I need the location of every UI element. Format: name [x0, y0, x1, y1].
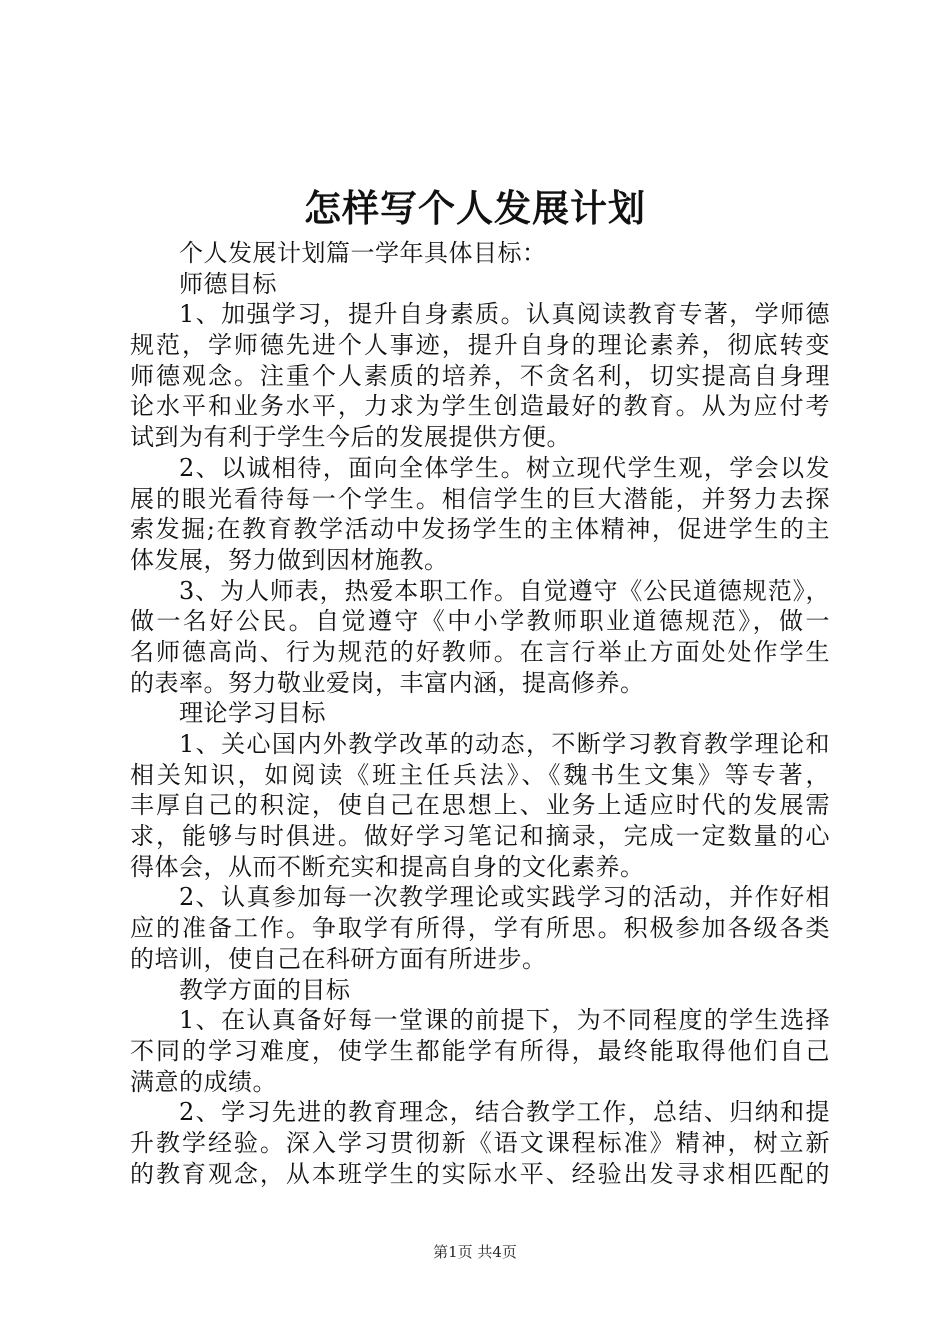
paragraph-line: 规范，学师德先进个人事迹，提升自身的理论素养，彻底转变 [130, 331, 830, 360]
paragraph-line: 升教学经验。深入学习贯彻新《语文课程标准》精神，树立新 [130, 1128, 830, 1157]
paragraph-line: 展的眼光看待每一个学生。相信学生的巨大潜能，并努力去探 [130, 484, 830, 513]
page-title: 怎样写个人发展计划 [304, 186, 646, 230]
paragraph-line: 索发掘;在教育教学活动中发扬学生的主体精神，促进学生的主 [130, 515, 830, 544]
paragraph-line: 体发展，努力做到因材施教。 [130, 545, 449, 574]
paragraph-line: 得体会，从而不断充实和提高自身的文化素养。 [130, 852, 645, 881]
paragraph-line: 2、学习先进的教育理念，结合教学工作，总结、归纳和提 [179, 1098, 830, 1127]
intro-line: 个人发展计划篇一学年具体目标： [179, 239, 547, 267]
section-heading-teaching: 教学方面的目标 [179, 975, 351, 1004]
paragraph-line: 1、在认真备好每一堂课的前提下，为不同程度的学生选择 [179, 1006, 830, 1035]
page-number-footer: 第1页 共4页 [433, 1243, 517, 1261]
paragraph-line: 2、以诚相待，面向全体学生。树立现代学生观，学会以发 [179, 453, 830, 482]
paragraph-line: 名师德高尚、行为规范的好教师。在言行举止方面处处作学生 [130, 637, 830, 666]
paragraph-line: 师德观念。注重个人素质的培养，不贪名利，切实提高自身理 [130, 361, 830, 390]
paragraph-line: 试到为有利于学生今后的发展提供方便。 [130, 423, 571, 452]
paragraph-line: 1、加强学习，提升自身素质。认真阅读教育专著，学师德 [179, 300, 830, 329]
section-heading-theory-study: 理论学习目标 [179, 699, 326, 728]
paragraph-line: 丰厚自己的积淀，使自己在思想上、业务上适应时代的发展需 [130, 791, 830, 820]
section-heading-teacher-ethics: 师德目标 [179, 269, 277, 298]
paragraph-line: 不同的学习难度，使学生都能学有所得，最终能取得他们自己 [130, 1036, 830, 1065]
paragraph-line: 相关知识，如阅读《班主任兵法》、《魏书生文集》等专著， [130, 760, 830, 789]
paragraph-line: 的表率。努力敬业爱岗，丰富内涵，提高修养。 [130, 668, 645, 697]
paragraph-line: 满意的成绩。 [130, 1067, 277, 1096]
paragraph-line: 做一名好公民。自觉遵守《中小学教师职业道德规范》，做一 [130, 607, 830, 636]
paragraph-line: 3、为人师表，热爱本职工作。自觉遵守《公民道德规范》， [179, 576, 830, 605]
paragraph-line: 求，能够与时俱进。做好学习笔记和摘录，完成一定数量的心 [130, 822, 830, 851]
paragraph-line: 1、关心国内外教学改革的动态，不断学习教育教学理论和 [179, 730, 830, 758]
document-body [130, 238, 830, 1189]
paragraph-line: 论水平和业务水平，力求为学生创造最好的教育。从为应付考 [130, 392, 830, 421]
paragraph-line: 2、认真参加每一次教学理论或实践学习的活动，并作好相 [179, 883, 830, 912]
paragraph-line: 应的准备工作。争取学有所得，学有所思。积极参加各级各类 [130, 914, 830, 943]
paragraph-line: 的教育观念，从本班学生的实际水平、经验出发寻求相匹配的 [130, 1159, 830, 1188]
paragraph-line: 的培训，使自己在科研方面有所进步。 [130, 944, 547, 973]
